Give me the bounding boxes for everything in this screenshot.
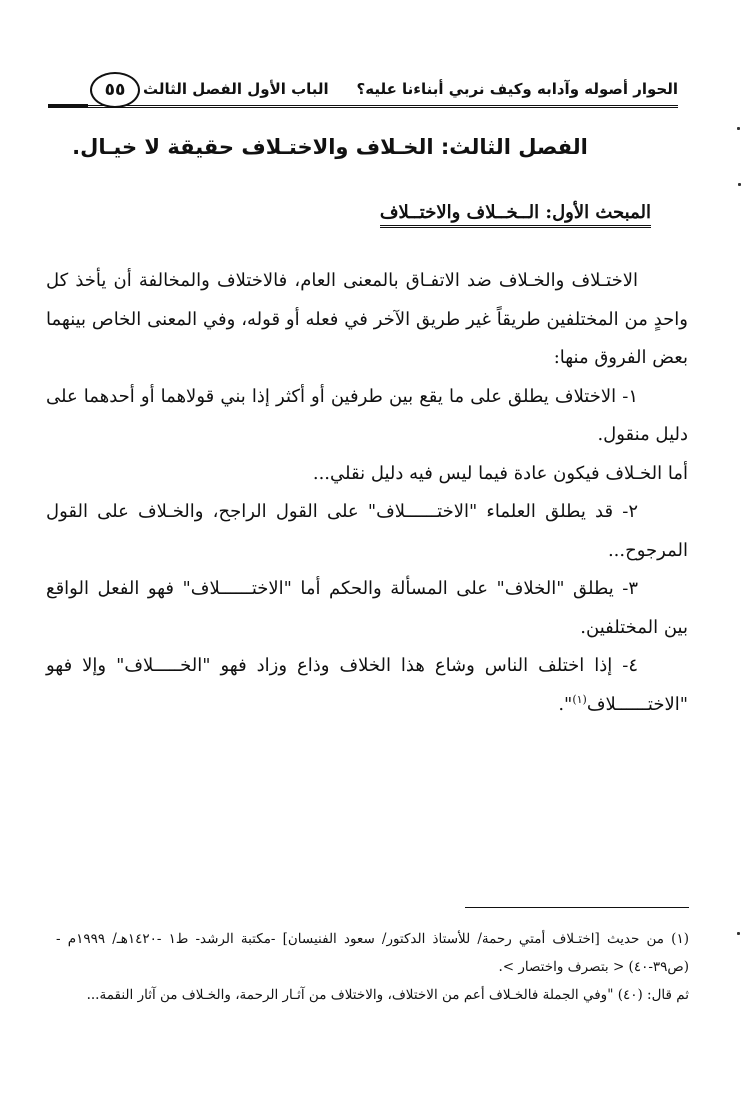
paragraph-point-4 bbox=[46, 647, 688, 724]
paragraph-point-1-note: أما الخـلاف فيكون عادة فيما ليس فيه دليل نقلي... bbox=[312, 462, 688, 484]
body-text bbox=[46, 262, 688, 724]
paragraph-point-4-end: ". bbox=[558, 693, 573, 715]
margin-speck bbox=[737, 127, 740, 130]
footnotes bbox=[56, 925, 689, 1009]
footnote-reference: (١) bbox=[572, 692, 587, 706]
page-number: ٥٥ bbox=[90, 72, 140, 108]
chapter-title: الفصل الثالث: الخـلاف والاختـلاف حقيقة لا خيـال. bbox=[72, 135, 588, 159]
paragraph-definition: الاختـلاف والخـلاف ضد الاتفـاق بالمعنى العام، فالاختلاف والمخالفة أن يأخذ كل واحدٍ من المختلفين طريقاً غير طريق الآخر في فعله أو قوله، وفي المعنى الخاص بينهما بعض الفروق منها: bbox=[46, 270, 688, 368]
margin-speck bbox=[737, 932, 740, 935]
margin-speck bbox=[738, 183, 741, 186]
footnote-separator bbox=[465, 907, 689, 908]
footnote-1: (١) من حديث [اختـلاف أمتي رحمة/ للأستاذ الدكتور/ سعود الفنيسان] -مكتبة الرشد- ط١ -١٤٢٠هـ/ ١٩٩٩م -(ص٣٩-٤٠) < بتصرف واختصار >. bbox=[56, 931, 689, 975]
running-header bbox=[48, 78, 678, 108]
header-left-bar bbox=[48, 104, 88, 108]
header-book-title: الحوار أصوله وآدابه وكيف نربي أبناءنا عليه؟ bbox=[356, 80, 678, 98]
paragraph-point-3: ٣- يطلق "الخلاف" على المسألة والحكم أما "الاختــــــلاف" فهو الفعل الواقع بين المختلفين. bbox=[46, 578, 688, 638]
paragraph-point-1: ١- الاختلاف يطلق على ما يقع بين طرفين أو أكثر إذا بني قولاهما أو أحدهما على دليل منقول. bbox=[46, 385, 688, 445]
footnote-1-continuation: ثم قال: (٤٠) "وفي الجملة فالخـلاف أعم من الاختلاف، والاختلاف من آثـار الرحمة، والخـلاف من آثار النقمة... bbox=[86, 987, 689, 1003]
paragraph-point-2: ٢- قد يطلق العلماء "الاختــــــلاف" على القول الراجح، والخـلاف على القول المرجوح... bbox=[46, 501, 688, 561]
paragraph-point-4-text: ٤- إذا اختلف الناس وشاع هذا الخلاف وذاع وزاد فهو "الخـــــلاف" وإلا فهو "الاختــــــلاف bbox=[46, 655, 688, 715]
header-rule bbox=[48, 105, 678, 108]
header-chapter-ref: الباب الأول الفصل الثالث bbox=[143, 80, 329, 98]
section-title: المبحث الأول: الــخــلاف والاختــلاف bbox=[380, 202, 651, 228]
